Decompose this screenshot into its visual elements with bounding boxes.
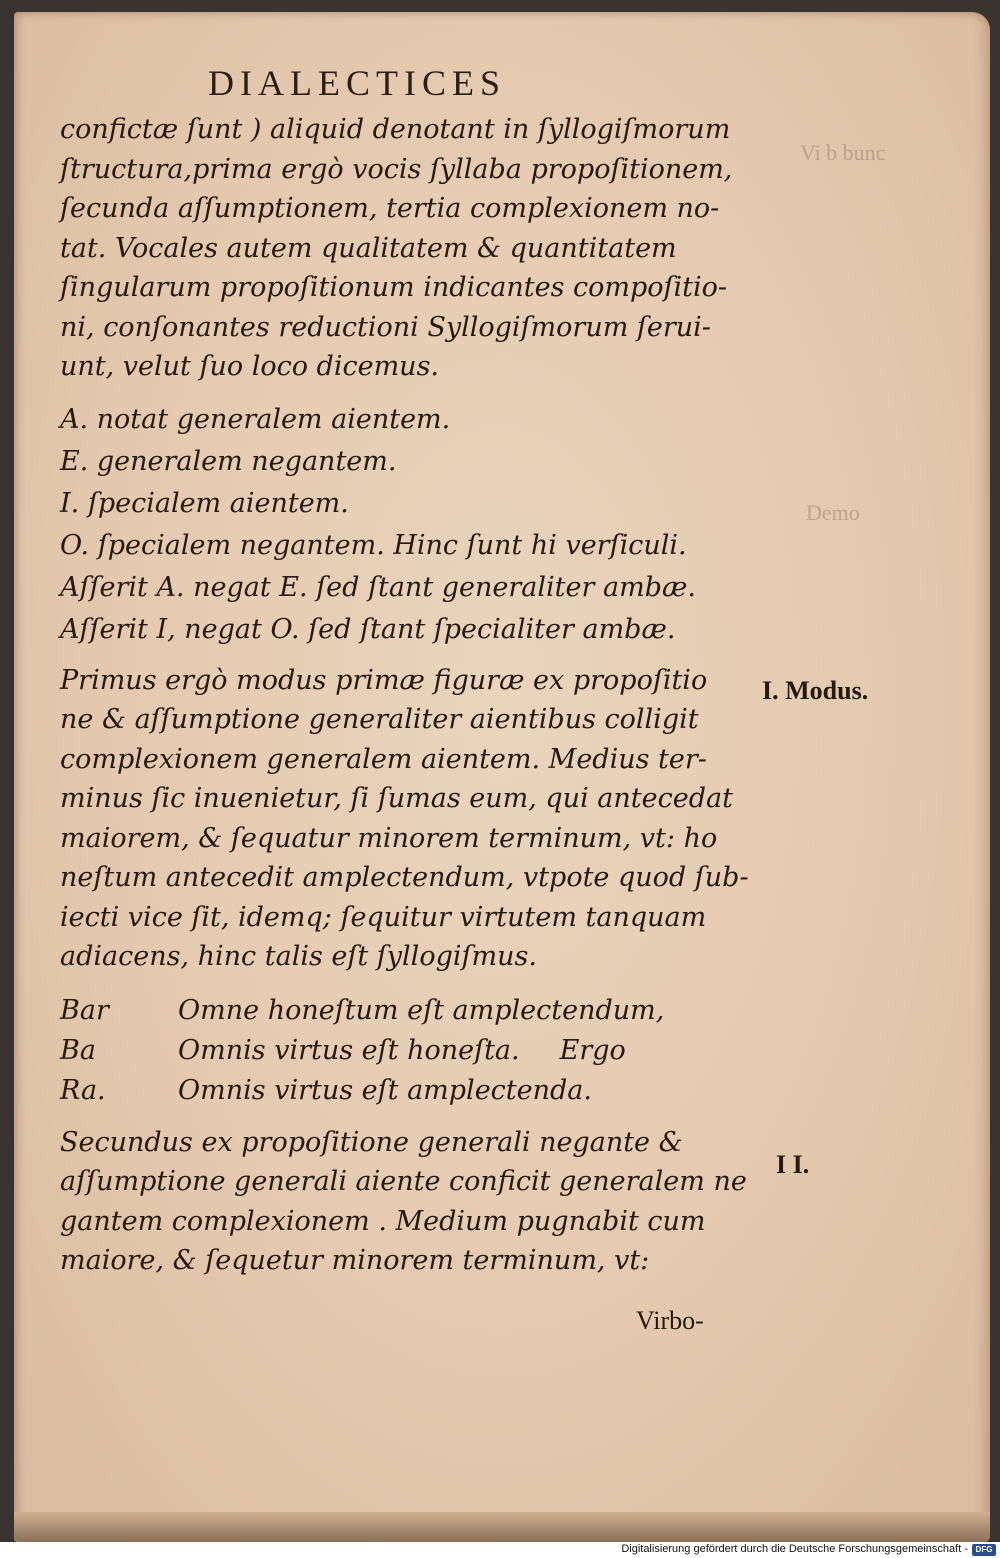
- syllogism-premise: Omnis virtus eſt honeſta.: [178, 1034, 520, 1066]
- margin-note-second: I I.: [776, 1150, 810, 1179]
- syllogism-syllable: Ra.: [60, 1074, 106, 1106]
- vowel-list: [60, 399, 760, 651]
- syllogism-premise: Omne honeſtum eſt amplectendum,: [178, 994, 665, 1026]
- verse-line: Aſſerit I, negat O. ſed ſtant ſpecialiter ambæ.: [60, 613, 676, 645]
- bleed-through-text: Demo: [806, 500, 860, 525]
- text-line: tat. Vocales autem qualitatem & quantitatem: [60, 232, 677, 264]
- paragraph-3: [60, 1123, 760, 1281]
- footer-credit: Digitalisierung gefördert durch die Deutsche Forschungsgemeinschaft -: [621, 1543, 968, 1555]
- bleed-through-text: Vi b bunc: [800, 140, 886, 165]
- page-bottom-edge: [14, 1512, 990, 1542]
- syllogism-syllable: Bar: [60, 994, 109, 1026]
- paragraph-2: [60, 661, 760, 977]
- text-line: ſingularum propoſitionum indicantes compoſitio-: [60, 272, 728, 303]
- text-line: Secundus ex propoſitione generali negante &: [60, 1126, 683, 1158]
- text-line: ſecunda aſſumptionem, tertia complexionem no-: [60, 193, 720, 224]
- syllogism-conclusion: Omnis virtus eſt amplectenda.: [178, 1074, 592, 1106]
- syllogism-block: [60, 991, 760, 1111]
- text-line: minus ſic inuenietur, ſi ſumas eum, qui antecedat: [60, 783, 733, 814]
- paragraph-1: [60, 110, 760, 387]
- text-line: ne & aſſumptione generaliter aientibus colligit: [60, 704, 699, 735]
- text-line: maiorem, & ſequatur minorem terminum, vt: ho: [60, 822, 718, 854]
- text-line: confictæ ſunt ) aliquid denotant in ſyllogiſmorum: [60, 114, 731, 145]
- text-line: Primus ergò modus primæ figuræ ex propoſitio: [60, 664, 708, 696]
- text-line: maiore, & ſequetur minorem terminum, vt:: [60, 1245, 650, 1276]
- syllogism-syllable: Ba: [60, 1034, 96, 1066]
- text-line: ni, conſonantes reductioni Syllogiſmorum ſerui-: [60, 311, 711, 343]
- verse-line: Aſſerit A. negat E. ſed ſtant generaliter ambæ.: [60, 571, 696, 603]
- text-line: complexionem generalem aientem. Medius ter-: [60, 743, 707, 775]
- text-line: adiacens, hinc talis eſt ſyllogiſmus.: [60, 941, 537, 972]
- dfg-logo-icon: DFG: [972, 1544, 996, 1556]
- text-line: gantem complexionem . Medium pugnabit cum: [60, 1205, 706, 1237]
- text-line: neſtum antecedit amplectendum, vtpote quod ſub-: [60, 862, 749, 893]
- text-line: iecti vice ſit, idemq; ſequitur virtutem tanquam: [60, 901, 707, 933]
- syllogism-ergo: Ergo: [559, 1034, 626, 1066]
- vowel-line: I. ſpecialem aientem.: [60, 487, 349, 519]
- margin-note-modus: I. Modus.: [762, 676, 869, 705]
- text-line: aſſumptione generali aiente conficit generalem ne: [60, 1166, 747, 1197]
- main-text: [60, 110, 760, 1281]
- text-line: ſtructura,prima ergò vocis ſyllaba propoſitionem,: [60, 153, 733, 185]
- text-line: unt, velut ſuo loco dicemus.: [60, 351, 440, 382]
- running-head: DIALECTICES: [208, 63, 506, 103]
- vowel-line: O. ſpecialem negantem. Hinc ſunt hi verſiculi.: [60, 529, 687, 561]
- syllogism-row: [60, 1071, 760, 1111]
- syllogism-row: [60, 1031, 760, 1071]
- vowel-line: A. notat generalem aientem.: [60, 403, 451, 435]
- vowel-line: E. generalem negantem.: [60, 445, 397, 477]
- catchword: Virbo-: [636, 1306, 704, 1335]
- syllogism-row: [60, 991, 760, 1031]
